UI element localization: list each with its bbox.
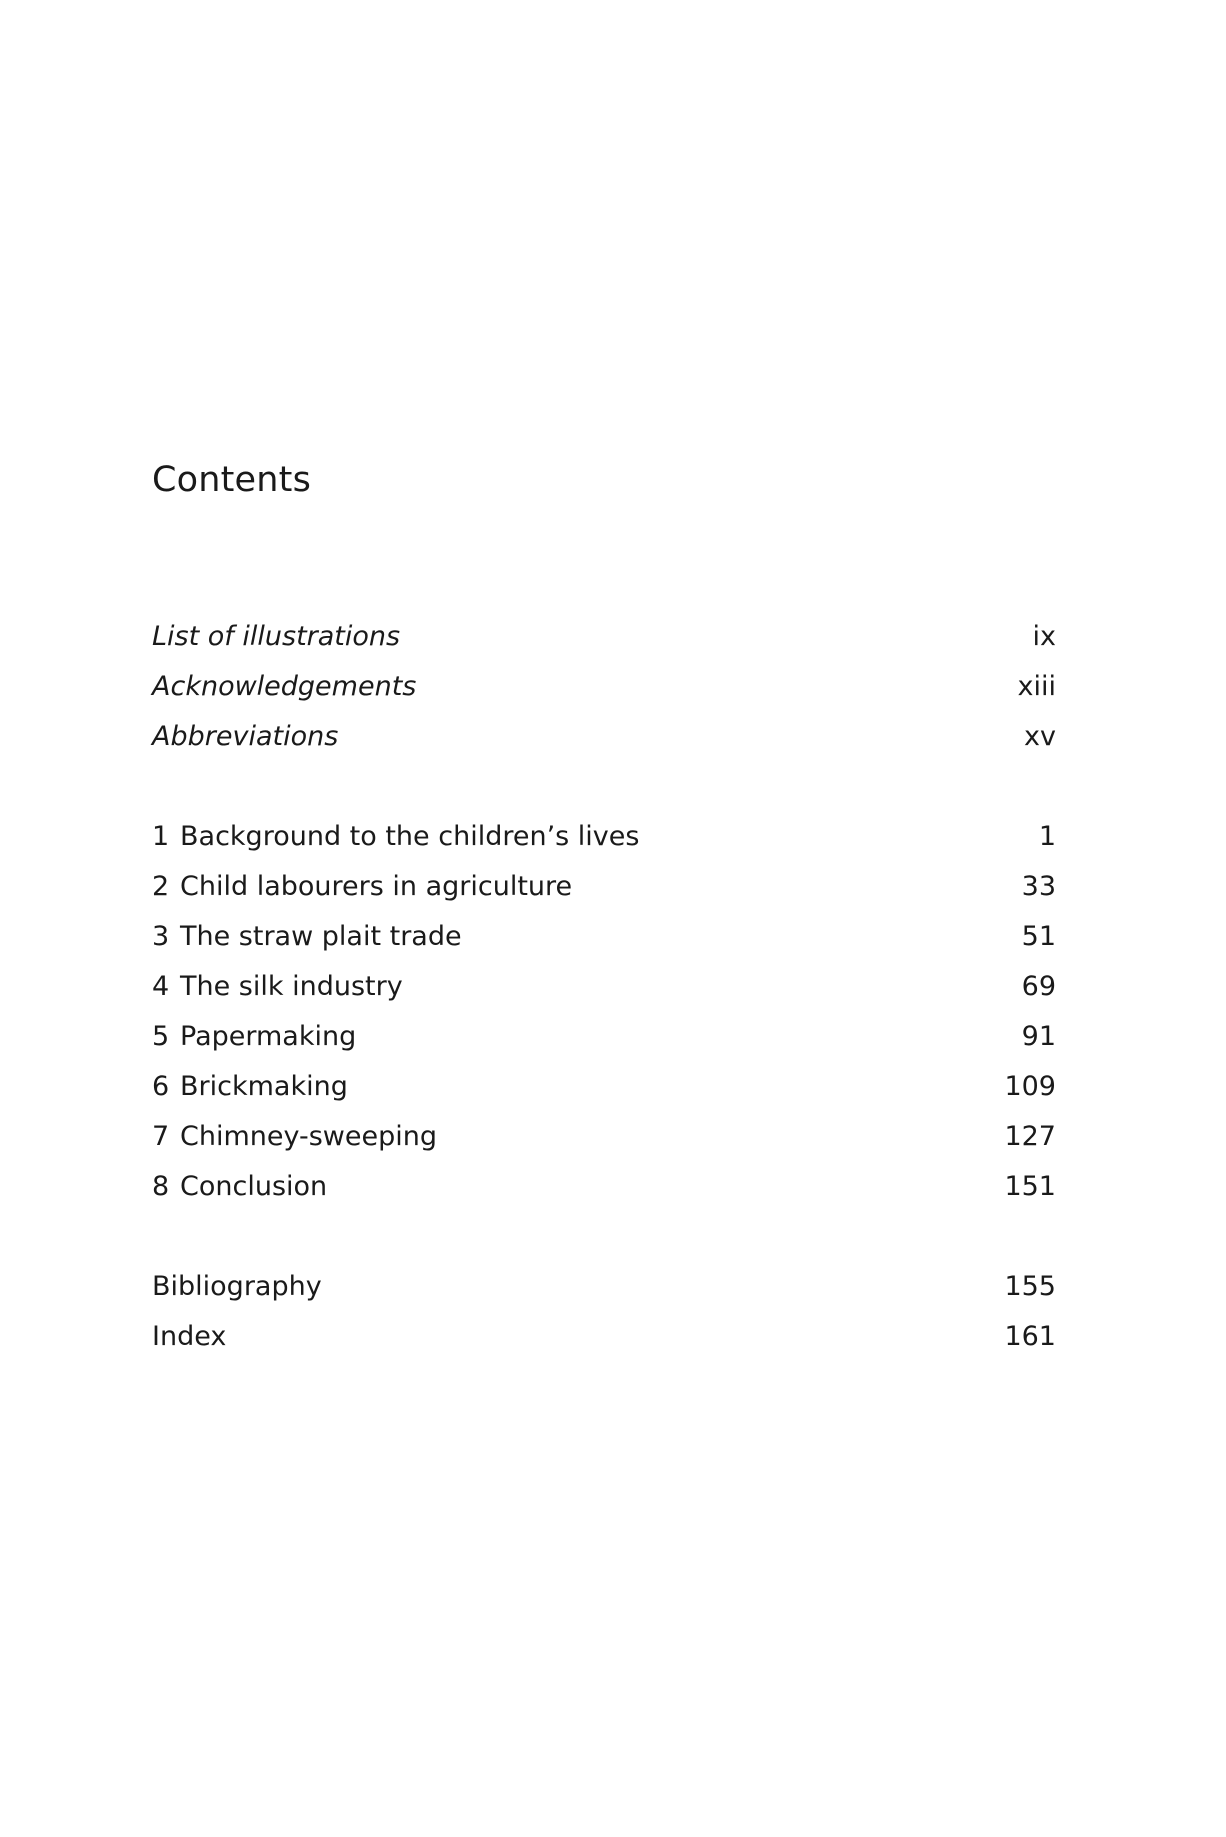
toc-page-number: ix	[1032, 621, 1056, 652]
toc-entry-list-of-illustrations	[152, 612, 1056, 662]
toc-entry-label: List of illustrations	[152, 621, 401, 652]
toc-page-number: 161	[1004, 1321, 1056, 1352]
toc-entry	[152, 812, 639, 862]
chapter-title: Brickmaking	[180, 1071, 348, 1102]
chapter-number: 7	[152, 1121, 170, 1152]
toc-entry	[152, 1112, 437, 1162]
toc-entry	[152, 1012, 356, 1062]
chapter-number: 3	[152, 921, 170, 952]
chapter-number: 1	[152, 821, 170, 852]
chapter-number: 2	[152, 871, 170, 902]
toc-entry	[152, 1162, 327, 1212]
toc-page-number: xv	[1024, 721, 1056, 752]
chapter-title: The silk industry	[180, 971, 403, 1002]
back-matter-list	[152, 1262, 1056, 1362]
chapter-number: 8	[152, 1171, 170, 1202]
toc-entry-label: Bibliography	[152, 1271, 322, 1302]
toc-chapter-8	[152, 1162, 1056, 1212]
toc-page-number: 91	[1021, 1021, 1056, 1052]
toc-page-number: 109	[1004, 1071, 1056, 1102]
toc-entry-bibliography	[152, 1262, 1056, 1312]
toc-entry	[152, 862, 572, 912]
chapter-number: 5	[152, 1021, 170, 1052]
toc-entry-acknowledgements	[152, 662, 1056, 712]
chapter-number: 4	[152, 971, 170, 1002]
chapter-title: The straw plait trade	[180, 921, 462, 952]
toc-page-number: 155	[1004, 1271, 1056, 1302]
chapter-title: Conclusion	[180, 1171, 328, 1202]
toc-page-number: 1	[1038, 821, 1056, 852]
toc-entry	[152, 1062, 348, 1112]
toc-chapter-2	[152, 862, 1056, 912]
toc-page-number: 127	[1004, 1121, 1056, 1152]
toc-page-number: 51	[1021, 921, 1056, 952]
toc-page-number: 69	[1021, 971, 1056, 1002]
toc-page-number: 151	[1004, 1171, 1056, 1202]
toc-entry-label: Index	[152, 1321, 227, 1352]
chapter-title: Child labourers in agriculture	[180, 871, 573, 902]
page-title: Contents	[152, 460, 312, 500]
chapter-title: Chimney-sweeping	[180, 1121, 438, 1152]
toc-entry-index	[152, 1312, 1056, 1362]
chapter-number: 6	[152, 1071, 170, 1102]
front-matter-list	[152, 612, 1056, 762]
toc-page-number: xiii	[1017, 671, 1056, 702]
chapter-title: Papermaking	[180, 1021, 357, 1052]
chapter-list	[152, 812, 1056, 1212]
toc-entry-label: Abbreviations	[152, 721, 339, 752]
toc-chapter-1	[152, 812, 1056, 862]
toc-page-number: 33	[1021, 871, 1056, 902]
chapter-title: Background to the children’s lives	[180, 821, 640, 852]
toc-chapter-6	[152, 1062, 1056, 1112]
toc-chapter-7	[152, 1112, 1056, 1162]
toc-entry	[152, 912, 462, 962]
toc-chapter-3	[152, 912, 1056, 962]
toc-chapter-5	[152, 1012, 1056, 1062]
toc-entry	[152, 962, 403, 1012]
toc-entry-abbreviations	[152, 712, 1056, 762]
toc-chapter-4	[152, 962, 1056, 1012]
toc-entry-label: Acknowledgements	[152, 671, 417, 702]
